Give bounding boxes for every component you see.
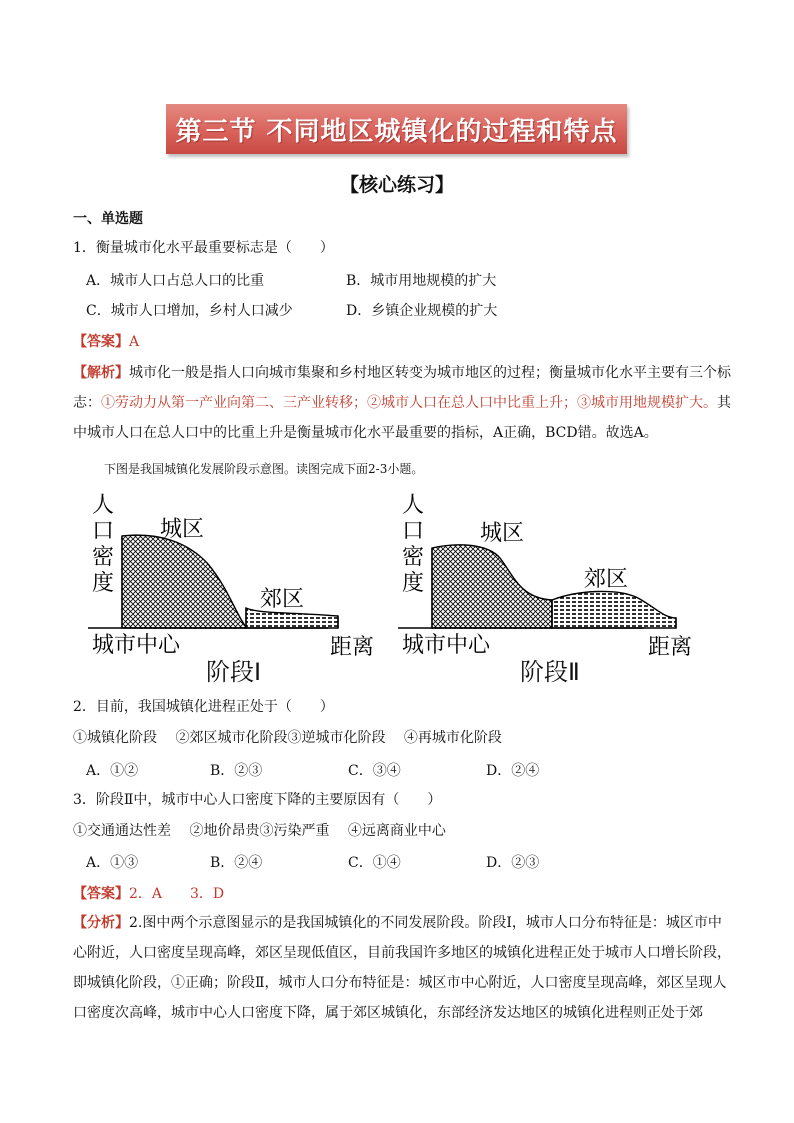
- x-axis-start-label: 城市中心: [92, 633, 181, 658]
- q2-option-b: B．②③: [210, 763, 263, 779]
- answer-value: A: [129, 334, 140, 350]
- analysis-tag: 【解析】: [73, 365, 129, 381]
- analysis-tag: 【分析】: [73, 915, 129, 931]
- page-title: 第三节 不同地区城镇化的过程和特点: [175, 116, 618, 147]
- q3-stem: 3．阶段Ⅱ中，城市中心人口密度下降的主要原因有（ ）: [73, 792, 442, 808]
- urban-area: [122, 535, 246, 628]
- q2-stem: 2．目前，我国城镇化进程正处于（ ）: [73, 699, 334, 715]
- title-banner: [166, 104, 627, 154]
- analysis-text-2: 其中城市人口在总人口中的比重上升是衡量城市化水平最重要的指标，A正确，BCD错。故选A。: [73, 395, 731, 441]
- q1-option-d: D．乡镇企业规模的扩大: [346, 303, 498, 319]
- y-label-char-1: 人: [92, 493, 115, 518]
- analysis-text: 2.图中两个示意图显示的是我国城镇化的不同发展阶段。阶段Ⅰ，城市人口分布特征是：城区市中心附近，人口密度呈现高峰，郊区呈现低值区，目前我国许多地区的城镇化进程正处于城市人口增长阶段，即城镇化阶段，①正确；阶段Ⅱ，城市人口分布特征是：城区市中心附近，人口密度呈现高峰，郊区呈现人口密度次高峰，城市中心人口密度下降，属于郊区城镇化，东部经济发达地区的城镇化进程则正处于郊: [73, 915, 731, 1021]
- q2-items: ①城镇化阶段 ②郊区城市化阶段③逆城市化阶段 ④再城市化阶段: [73, 730, 502, 746]
- q1-option-a: A．城市人口占总人口的比重: [86, 273, 265, 289]
- urban-label: 城区: [160, 517, 205, 542]
- chart-stage-1-svg: [88, 484, 388, 664]
- suburb-area: [552, 591, 676, 628]
- y-axis-label: [402, 493, 424, 596]
- figure-intro: 下图是我国城镇化发展阶段示意图。读图完成下面2-3小题。: [104, 462, 424, 476]
- analysis-text-1: 城市化一般是指人口向城市集聚和乡村地区转变为城市地区的过程；衡量城市化水平主要有三个标志：: [73, 365, 731, 411]
- y-axis-label: [92, 493, 114, 596]
- answer-value: 2．A 3．D: [129, 886, 225, 902]
- q3-option-d: D．②③: [486, 855, 540, 871]
- y-label-char-4: 度: [92, 571, 115, 596]
- urban-area: [432, 545, 552, 628]
- stage-label: 阶段Ⅱ: [520, 658, 580, 686]
- urban-label: 城区: [480, 521, 525, 546]
- chart-stage-2: [398, 484, 708, 686]
- q1-analysis: [73, 358, 733, 448]
- x-axis-end-label: 距离: [330, 635, 375, 660]
- answers-2-3: [73, 883, 224, 903]
- section-heading: 一、单选题: [73, 211, 143, 227]
- suburb-label: 郊区: [260, 587, 305, 612]
- q3-items: ①交通通达性差 ②地价昂贵③污染严重 ④远离商业中心: [73, 823, 446, 839]
- analysis-text-red: ①劳动力从第一产业向第二、三产业转移；②城市人口在总人口中比重上升；③城市用地规模扩大。: [101, 395, 717, 411]
- q1-option-c: C．城市人口增加，乡村人口减少: [86, 303, 293, 319]
- x-axis-end-label: 距离: [648, 635, 693, 660]
- q2-option-c: C．③④: [348, 763, 401, 779]
- chart-stage-1: [88, 484, 388, 686]
- q2-option-d: D．②④: [486, 763, 540, 779]
- q1-stem: 1．衡量城市化水平最重要标志是（ ）: [73, 240, 334, 256]
- y-label-char-3: 密: [402, 545, 425, 570]
- y-label-char-2: 口: [92, 519, 115, 544]
- q1-option-b: B．城市用地规模的扩大: [346, 273, 497, 289]
- q3-option-c: C．①④: [348, 855, 401, 871]
- q3-option-b: B．②④: [210, 855, 263, 871]
- y-label-char-4: 度: [402, 571, 425, 596]
- stage-label: 阶段Ⅰ: [206, 658, 262, 686]
- suburb-label: 郊区: [584, 567, 629, 592]
- chart-stage-2-svg: [398, 484, 708, 664]
- y-label-char-2: 口: [402, 519, 425, 544]
- answer-tag: 【答案】: [73, 334, 129, 350]
- y-label-char-3: 密: [92, 545, 115, 570]
- analysis-2-3: [73, 908, 733, 1028]
- y-label-char-1: 人: [402, 493, 425, 518]
- q1-answer: [73, 331, 139, 351]
- q2-option-a: A．①②: [86, 763, 139, 779]
- x-axis-start-label: 城市中心: [402, 633, 491, 658]
- subtitle: 【核心练习】: [339, 174, 454, 196]
- q3-option-a: A．①③: [86, 855, 139, 871]
- answer-tag: 【答案】: [73, 886, 129, 902]
